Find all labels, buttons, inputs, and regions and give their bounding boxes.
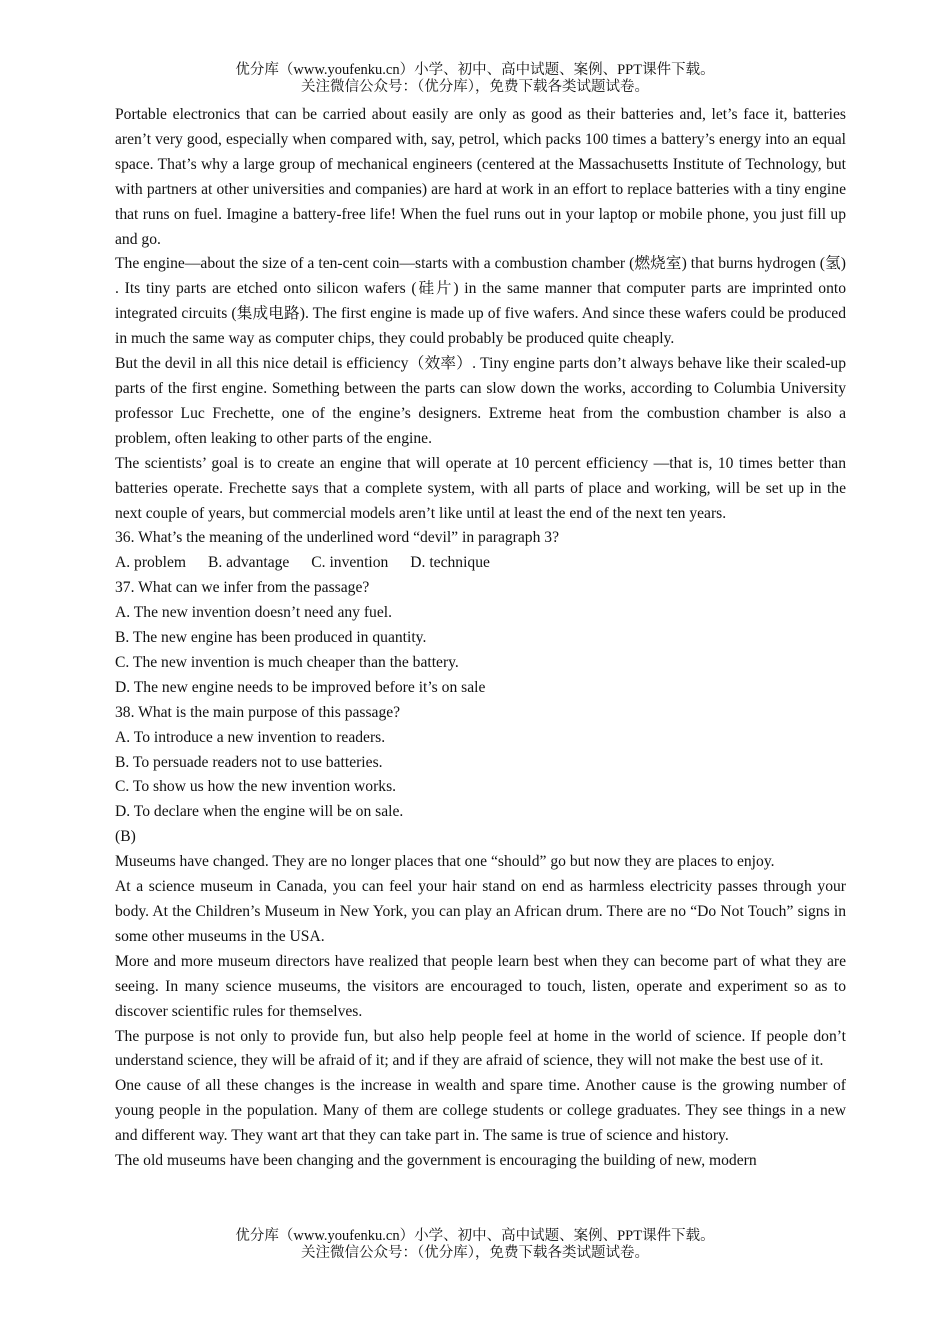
passage-b-paragraph-5: One cause of all these changes is the increase in wealth and spare time. Another cause is the growing number of young people in the population. Many of them are college students or college graduates. They see things in a new and different way. They want art that they can take part in. The same is true of science and history. <box>115 1077 846 1145</box>
passage-b-paragraph-4: The purpose is not only to provide fun, but also help people feel at home in the world of science. If people don’t understand science, they will be afraid of it; and if they are afraid of science, they will not make the best use of it. <box>115 1027 846 1070</box>
passage-b-paragraph-1: Museums have changed. They are no longer places that one “should” go but now they are places to enjoy. <box>115 853 775 871</box>
passage-a-paragraph-2: The engine—about the size of a ten-cent coin—starts with a combustion chamber (燃烧室) that burns hydrogen (氢) . Its tiny parts are etched onto silicon wafers (硅片) in the same manner that computer parts are imprinted onto integrated circuits (集成电路). The first engine is made up of five wafers. And since these wafers could be produced in much the same way as computer chips, they could probably be produced quite cheaply. <box>115 255 846 348</box>
question-36-option-a: A. problem <box>115 554 187 572</box>
passage-a-paragraph-4: The scientists’ goal is to create an engine that will operate at 10 percent efficiency —that is, 10 times better than batteries operate. Frechette says that a complete system, with all parts of place and working, will be set up in the next couple of years, but commercial models aren’t like until at least the end of the next ten years. <box>115 454 846 522</box>
footer-line-2: 关注微信公众号：（优分库），免费下载各类试题试卷。 <box>301 1245 649 1261</box>
passage-b-paragraph-2: At a science museum in Canada, you can feel your hair stand on end as harmless electricity passes through your body. At the Children’s Museum in New York, you can play an African drum. There are no “Do Not Touch” signs in some other museums in the USA. <box>115 878 846 945</box>
question-36-option-b: B. advantage <box>207 554 290 572</box>
question-36-options <box>115 551 846 576</box>
question-38-stem: 38. What is the main purpose of this passage? <box>115 703 401 721</box>
passage-b-paragraph-3: More and more museum directors have realized that people learn best when they can become part of what they are seeing. In many science museums, the visitors are encouraged to touch, listen, operate and experiment so as to discover scientific rules for themselves. <box>115 952 846 1020</box>
question-37-option-c: C. The new invention is much cheaper than the battery. <box>115 653 459 671</box>
question-37-stem: 37. What can we infer from the passage? <box>115 579 370 597</box>
page-footer <box>0 1228 950 1262</box>
question-36 <box>115 526 846 576</box>
question-38-option-d: D. To declare when the engine will be on sale. <box>115 803 404 821</box>
question-36-stem: 36. What’s the meaning of the underlined word “devil” in paragraph 3? <box>115 529 559 547</box>
question-36-option-d: D. technique <box>410 554 490 572</box>
passage-b-label: (B) <box>115 828 136 846</box>
question-38 <box>115 701 846 826</box>
page-header <box>0 62 950 96</box>
question-38-option-c: C. To show us how the new invention works. <box>115 778 397 796</box>
passage-b <box>115 825 846 1174</box>
question-37-option-d: D. The new engine needs to be improved before it’s on sale <box>115 678 486 696</box>
question-37-option-b: B. The new engine has been produced in quantity. <box>115 629 427 647</box>
document-body <box>115 103 846 1174</box>
question-36-option-c: C. invention <box>311 554 389 572</box>
header-line-1: 优分库（www.youfenku.cn）小学、初中、高中试题、案例、PPT课件下载。 <box>235 62 715 78</box>
passage-b-paragraph-6: The old museums have been changing and the government is encouraging the building of new, modern <box>115 1152 757 1170</box>
question-38-option-a: A. To introduce a new invention to readers. <box>115 728 386 746</box>
header-line-2: 关注微信公众号：（优分库），免费下载各类试题试卷。 <box>301 79 649 95</box>
question-37 <box>115 576 846 701</box>
footer-line-1: 优分库（www.youfenku.cn）小学、初中、高中试题、案例、PPT课件下载。 <box>235 1228 715 1244</box>
passage-a <box>115 103 846 526</box>
passage-a-paragraph-1: Portable electronics that can be carried about easily are only as good as their batteries and, let’s face it, batteries aren’t very good, especially when compared with, say, petrol, which packs 100 times a battery’s energy into an equal space. That’s why a large group of mechanical engineers (centered at the Massachusetts Institute of Technology, but with partners at other universities and companies) are hard at work in an effort to replace batteries with a tiny engine that runs on fuel. Imagine a battery-free life! When the fuel runs out in your laptop or mobile phone, you just fill up and go. <box>115 106 846 248</box>
question-38-option-b: B. To persuade readers not to use batteries. <box>115 753 383 771</box>
passage-a-paragraph-3: But the devil in all this nice detail is efficiency（效率）. Tiny engine parts don’t always behave like their scaled-up parts of the first engine. Something between the parts can slow down the works, according to Columbia University professor Luc Frechette, one of the engine’s designers. Extreme heat from the combustion chamber is also a problem, often leaking to other parts of the engine. <box>115 355 846 447</box>
question-37-option-a: A. The new invention doesn’t need any fuel. <box>115 604 393 622</box>
